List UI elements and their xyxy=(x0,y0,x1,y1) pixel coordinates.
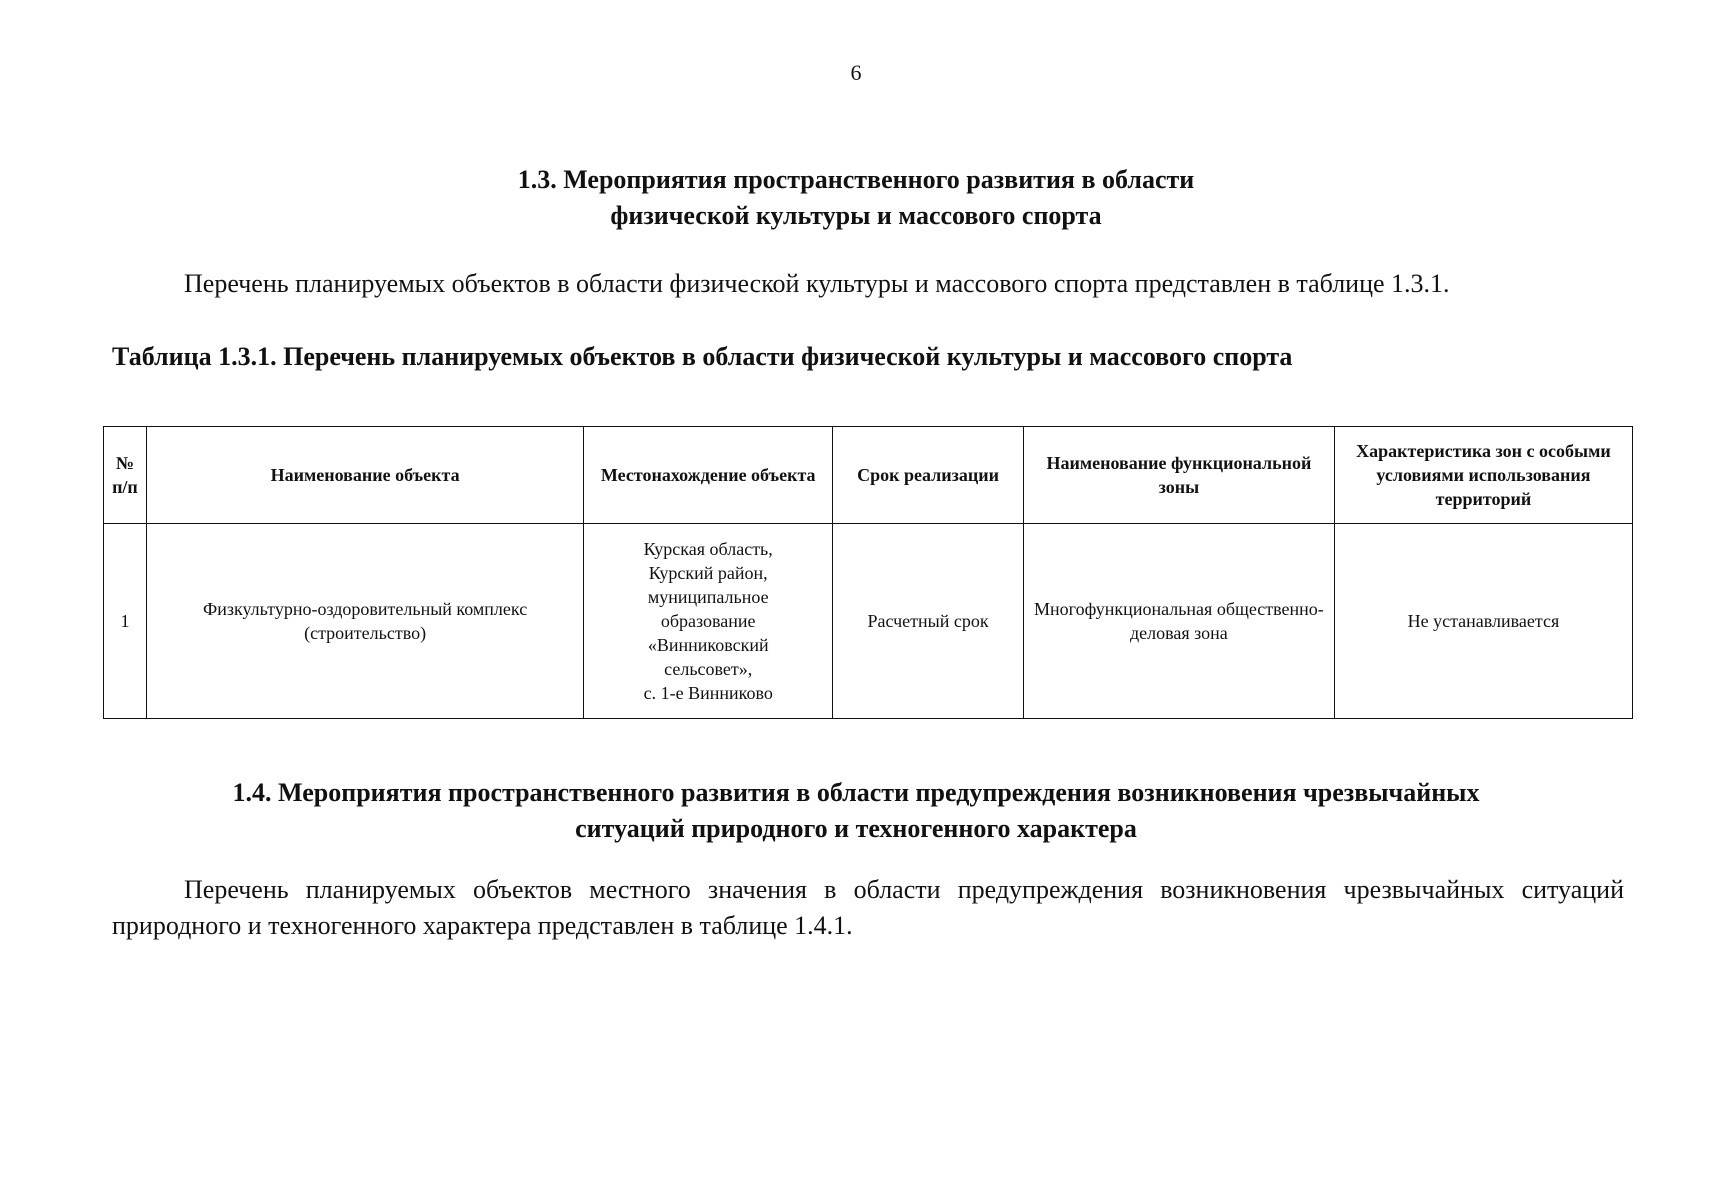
location-line: образование xyxy=(660,611,756,631)
section-1-3-intro-paragraph: Перечень планируемых объектов в области физической культуры и массового спорта представлен в таблице 1.3.1. xyxy=(184,269,1450,298)
location-line: муниципальное xyxy=(647,587,769,607)
section-heading-1-4-line2: ситуаций природного и техногенного характера xyxy=(575,814,1137,843)
cell-zone-characteristic: Не устанавливается xyxy=(1334,524,1632,719)
cell-object-name: Физкультурно-оздоровительный комплекс (строительство) xyxy=(146,524,583,719)
planned-objects-table xyxy=(103,426,1633,719)
location-line: с. 1-е Винниково xyxy=(643,683,773,703)
section-heading-1-4 xyxy=(0,775,1712,847)
header-term: Срок реализации xyxy=(833,427,1024,524)
cell-location xyxy=(584,524,833,719)
section-heading-1-3 xyxy=(0,162,1712,234)
table-caption: Таблица 1.3.1. Перечень планируемых объектов в области физической культуры и массового спорта xyxy=(112,342,1293,371)
cell-functional-zone: Многофункциональная общественно-деловая зона xyxy=(1023,524,1334,719)
table-header-row xyxy=(104,427,1633,524)
location-line: «Винниковский xyxy=(647,635,769,655)
table-row xyxy=(104,524,1633,719)
cell-term: Расчетный срок xyxy=(833,524,1024,719)
location-line: Курская область, xyxy=(643,539,773,559)
section-1-4-intro-paragraph: Перечень планируемых объектов местного значения в области предупреждения возникновения чрезвычайных ситуаций природного и техногенного характера представлен в таблице 1.4.1. xyxy=(112,875,1624,940)
header-num: № п/п xyxy=(104,427,147,524)
header-zone-characteristic: Характеристика зон с особыми условиями использования территорий xyxy=(1334,427,1632,524)
page-number: 6 xyxy=(850,60,862,85)
section-heading-1-3-line2: физической культуры и массового спорта xyxy=(610,201,1102,230)
header-functional-zone: Наименование функциональной зоны xyxy=(1023,427,1334,524)
header-location: Местонахождение объекта xyxy=(584,427,833,524)
section-heading-1-3-line1: 1.3. Мероприятия пространственного развития в области xyxy=(517,165,1195,194)
section-heading-1-4-line1: 1.4. Мероприятия пространственного развития в области предупреждения возникновения чрезвычайных xyxy=(232,778,1480,807)
location-line: сельсовет», xyxy=(664,659,753,679)
cell-num: 1 xyxy=(104,524,147,719)
location-line: Курский район, xyxy=(648,563,768,583)
header-object-name: Наименование объекта xyxy=(146,427,583,524)
